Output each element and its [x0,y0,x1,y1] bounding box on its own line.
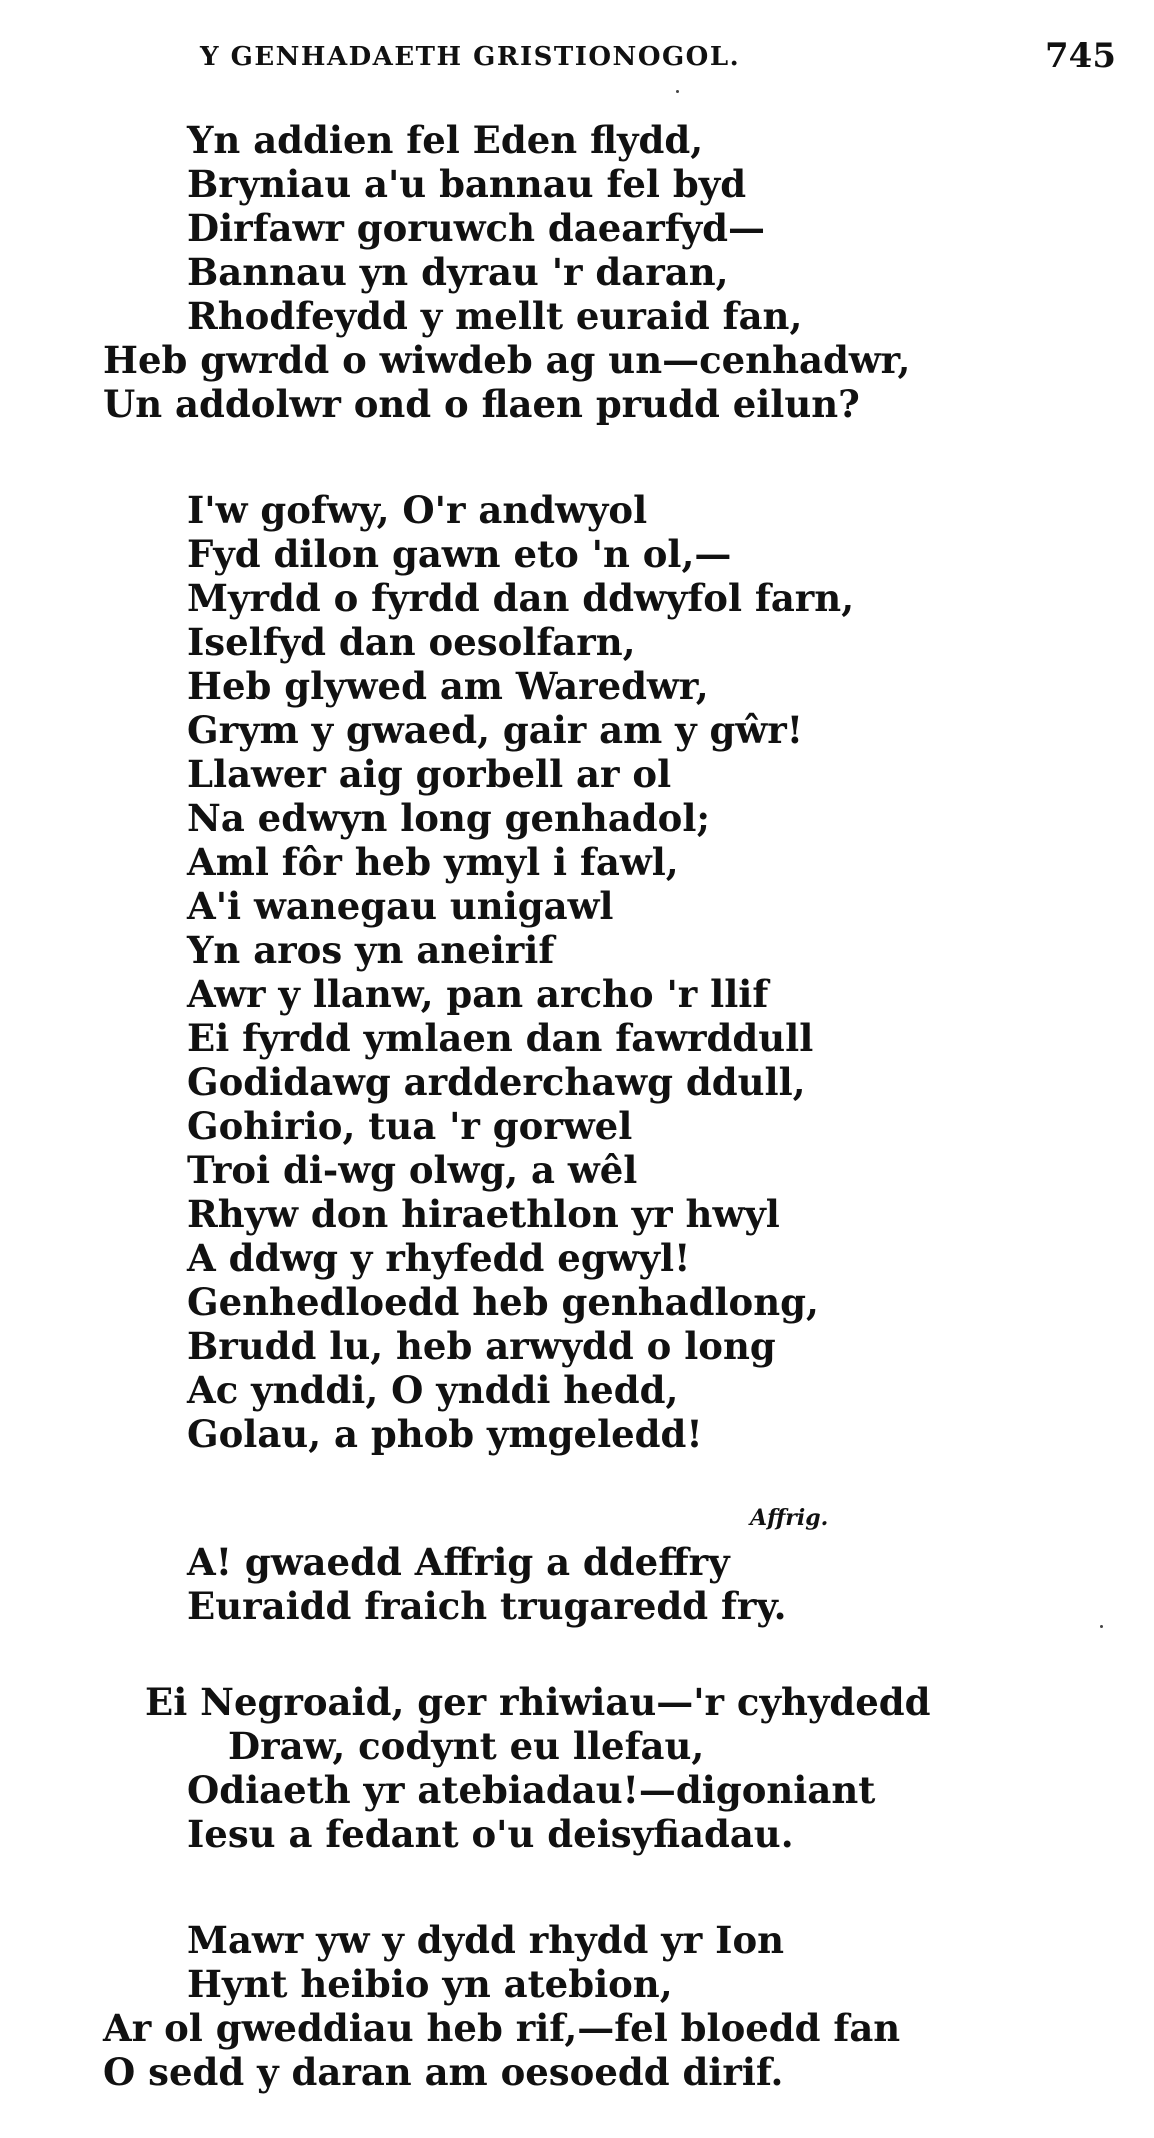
verse-line: O sedd y daran am oesoedd dirif. [103,2050,784,2094]
scan-speck [676,90,679,93]
verse-line: Rhyw don hiraethlon yr hwyl [187,1192,780,1236]
verse-line: Ei Negroaid, ger rhiwiau—'r cyhydedd [145,1680,931,1724]
verse-line: Troi di-wg olwg, a wêl [187,1148,638,1192]
verse-line: A'i wanegau unigawl [187,884,614,928]
verse-line: Euraidd fraich trugaredd fry. [187,1584,787,1628]
verse-line: Llawer aig gorbell ar ol [187,752,672,796]
verse-line: Aml fôr heb ymyl i fawl, [187,840,679,884]
scan-speck [1100,1625,1103,1628]
verse-line: Ac ynddi, O ynddi hedd, [187,1368,679,1412]
verse-line: Yn addien fel Eden flydd, [187,118,704,162]
verse-line: Myrdd o fyrdd dan ddwyfol farn, [187,576,855,620]
stanza-2 [0,488,1154,1456]
verse-line: Yn aros yn aneirif [187,928,555,972]
verse-line: Brudd lu, heb arwydd o long [187,1324,776,1368]
verse-line: Bannau yn dyrau 'r daran, [187,250,729,294]
stanza-4 [0,1680,1154,1856]
verse-line: Draw, codynt eu llefau, [228,1724,705,1768]
stanza-3 [0,1540,1154,1628]
verse-line: Hynt heibio yn atebion, [187,1962,673,2006]
verse-line: Iselfyd dan oesolfarn, [187,620,636,664]
verse-line: Genhedloedd heb genhadlong, [187,1280,819,1324]
running-title: Y GENHADAETH GRISTIONOGOL. [200,42,741,72]
verse-line: Odiaeth yr atebiadau!—digoniant [187,1768,876,1812]
verse-line: Gohirio, tua 'r gorwel [187,1104,633,1148]
verse-line: Godidawg ardderchawg ddull, [187,1060,806,1104]
verse-line: Na edwyn long genhadol; [187,796,711,840]
verse-line: A ddwg y rhyfedd egwyl! [187,1236,691,1280]
verse-line: Grym y gwaed, gair am y gŵr! [187,708,803,752]
marginal-note: Affrig. [750,1505,829,1531]
verse-line: Golau, a phob ymgeledd! [187,1412,703,1456]
verse-line: Bryniau a'u bannau fel byd [187,162,747,206]
verse-line: I'w gofwy, O'r andwyol [187,488,648,532]
verse-line: Un addolwr ond o flaen prudd eilun? [103,382,860,426]
verse-line: Iesu a fedant o'u deisyfiadau. [187,1812,794,1856]
verse-line: Fyd dilon gawn eto 'n ol,— [187,532,732,576]
verse-line: Rhodfeydd y mellt euraid fan, [187,294,803,338]
verse-line: Ei fyrdd ymlaen dan fawrddull [187,1016,814,1060]
verse-line: Awr y llanw, pan archo 'r llif [187,972,769,1016]
stanza-5 [0,1918,1154,2094]
verse-line: A! gwaedd Affrig a ddeffry [187,1540,730,1584]
verse-line: Mawr yw y dydd rhydd yr Ion [187,1918,785,1962]
page-number: 745 [1045,36,1116,76]
verse-line: Heb gwrdd o wiwdeb ag un—cenhadwr, [103,338,911,382]
stanza-1 [0,118,1154,426]
verse-line: Ar ol gweddiau heb rif,—fel bloedd fan [103,2006,901,2050]
verse-line: Heb glywed am Waredwr, [187,664,709,708]
verse-line: Dirfawr goruwch daearfyd— [187,206,765,250]
